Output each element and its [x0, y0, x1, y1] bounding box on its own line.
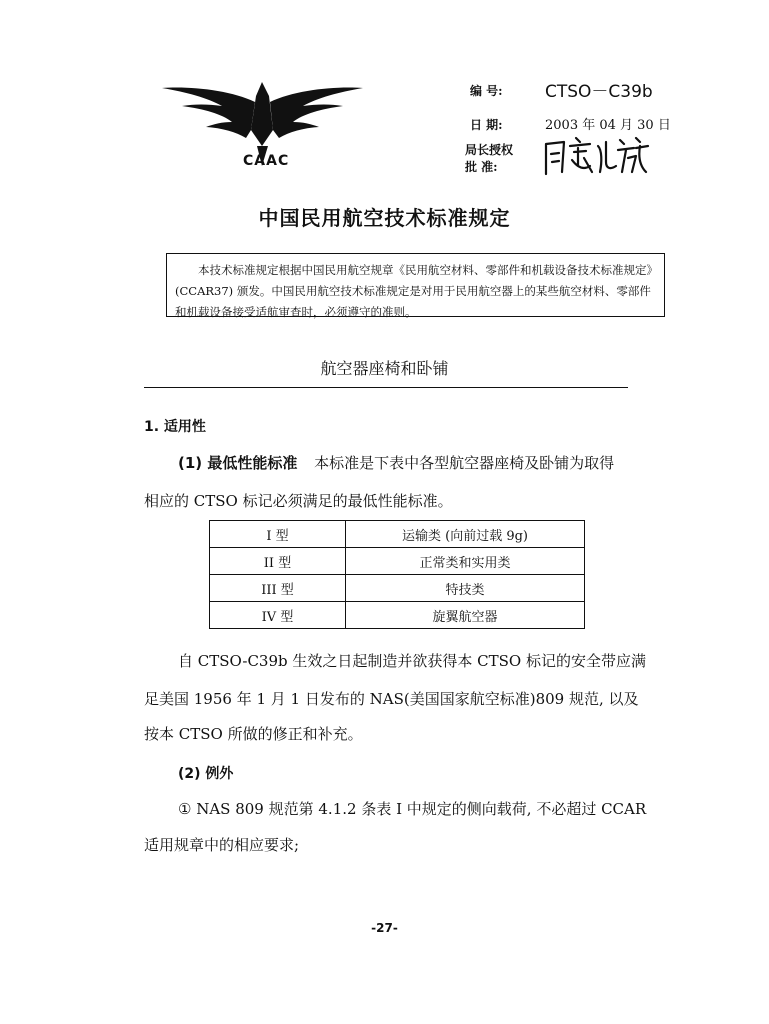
table-cell-type: III 型 — [210, 575, 346, 602]
section-title: 航空器座椅和卧铺 — [320, 359, 449, 378]
paragraph-3-line-1: ① NAS 809 规范第 4.1.2 条表 I 中规定的侧向载荷, 不必超过 CCAR — [178, 800, 647, 818]
paragraph-3-line-2: 适用规章中的相应要求; — [144, 836, 300, 854]
code-label: 编 号: — [470, 84, 503, 98]
date-value: 2003 年 04 月 30 日 — [545, 118, 671, 133]
table-row — [210, 521, 585, 548]
approval-label — [465, 142, 513, 176]
handwritten-signature — [540, 132, 650, 178]
section-divider — [144, 387, 628, 388]
approval-label-line-2: 批 准: — [465, 160, 498, 174]
subheading-exceptions: (2) 例外 — [178, 766, 234, 782]
page-number: -27- — [371, 921, 398, 935]
table-row — [210, 548, 585, 575]
code-value: CTSO－C39b — [545, 82, 653, 102]
paragraph-2-line-3: 按本 CTSO 所做的修正和补充。 — [144, 725, 363, 743]
seat-type-table — [209, 520, 585, 629]
approval-label-line-1: 局长授权 — [465, 143, 514, 157]
intro-box: 本技术标准规定根据中国民用航空规章《民用航空材料、零部件和机载设备技术标准规定》(CCAR37) 颁发。中国民用航空技术标准规定是对用于民用航空器上的某些航空材料、零部件和机载设备接受适航审查时，必须遵守的准则。 — [166, 253, 665, 317]
table-row — [210, 602, 585, 629]
table-cell-type: IV 型 — [210, 602, 346, 629]
paragraph-2-line-1: 自 CTSO-C39b 生效之日起制造并欲获得本 CTSO 标记的安全带应满 — [178, 652, 646, 670]
table-cell-desc: 运输类 (向前过载 9g) — [346, 521, 585, 548]
logo-text: CAAC — [243, 153, 290, 169]
table-row — [210, 575, 585, 602]
table-cell-desc: 旋翼航空器 — [346, 602, 585, 629]
table-cell-type: I 型 — [210, 521, 346, 548]
paragraph-1-text: 本标准是下表中各型航空器座椅及卧铺为取得 — [314, 454, 615, 472]
paragraph-2-line-2: 足美国 1956 年 1 月 1 日发布的 NAS(美国国家航空标准)809 规范, 以及 — [144, 690, 639, 708]
paragraph-1-line-2: 相应的 CTSO 标记必须满足的最低性能标准。 — [144, 492, 453, 510]
subheading-min-performance: (1) 最低性能标准 — [178, 454, 298, 472]
paragraph-1-line-1 — [178, 452, 614, 473]
document-title: 中国民用航空技术标准规定 — [258, 206, 511, 230]
heading-applicability: 1. 适用性 — [144, 419, 206, 435]
date-label: 日 期: — [470, 118, 503, 132]
table-cell-desc: 特技类 — [346, 575, 585, 602]
table-cell-type: II 型 — [210, 548, 346, 575]
table-cell-desc: 正常类和实用类 — [346, 548, 585, 575]
